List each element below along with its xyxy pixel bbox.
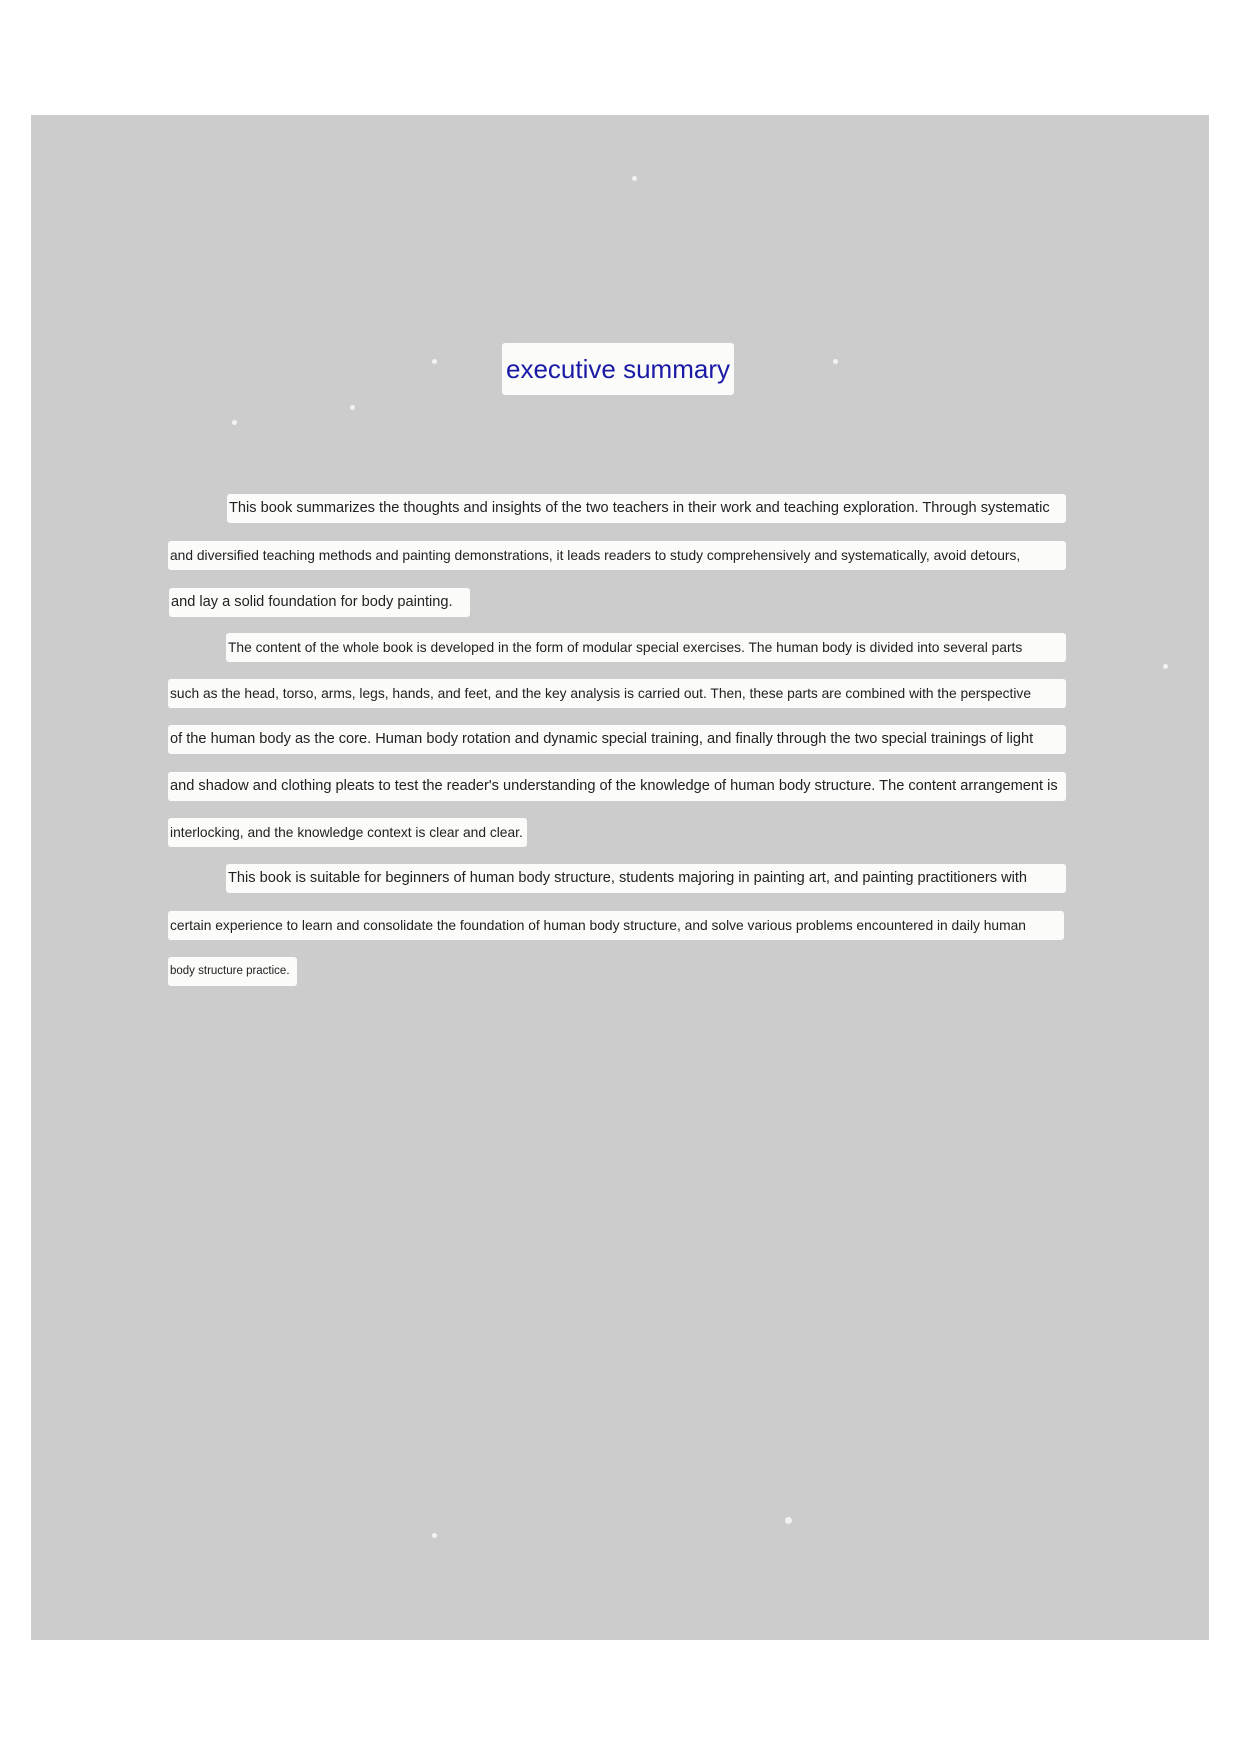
speck-dot: [1163, 664, 1168, 669]
speck-dot: [432, 359, 437, 364]
paragraph-3-line-3: body structure practice.: [168, 957, 297, 986]
speck-dot: [232, 420, 237, 425]
speck-dot: [350, 405, 355, 410]
paragraph-1-line-3: and lay a solid foundation for body painting.: [169, 588, 470, 617]
speck-dot: [785, 1517, 792, 1524]
paragraph-2-line-3: of the human body as the core. Human body rotation and dynamic special training, and finally through the two special trainings of light: [168, 725, 1066, 754]
document-title: executive summary: [502, 343, 734, 395]
paragraph-2-line-1: The content of the whole book is developed in the form of modular special exercises. The human body is divided into several parts: [226, 633, 1066, 662]
speck-dot: [432, 1533, 437, 1538]
paragraph-1-line-1: This book summarizes the thoughts and insights of the two teachers in their work and teaching exploration. Through systematic: [227, 494, 1066, 523]
paragraph-2-line-2: such as the head, torso, arms, legs, hands, and feet, and the key analysis is carried out. Then, these parts are combined with the perspective: [168, 679, 1066, 708]
speck-dot: [632, 176, 637, 181]
speck-dot: [833, 359, 838, 364]
paragraph-3-line-1: This book is suitable for beginners of human body structure, students majoring in painting art, and painting practitioners with: [226, 864, 1066, 893]
paragraph-3-line-2: certain experience to learn and consolidate the foundation of human body structure, and solve various problems encountered in daily human: [168, 911, 1064, 940]
paragraph-2-line-5: interlocking, and the knowledge context is clear and clear.: [168, 818, 527, 847]
paragraph-2-line-4: and shadow and clothing pleats to test the reader's understanding of the knowledge of human body structure. The content arrangement is: [168, 772, 1066, 801]
paragraph-1-line-2: and diversified teaching methods and painting demonstrations, it leads readers to study comprehensively and systematically, avoid detours,: [168, 541, 1066, 570]
